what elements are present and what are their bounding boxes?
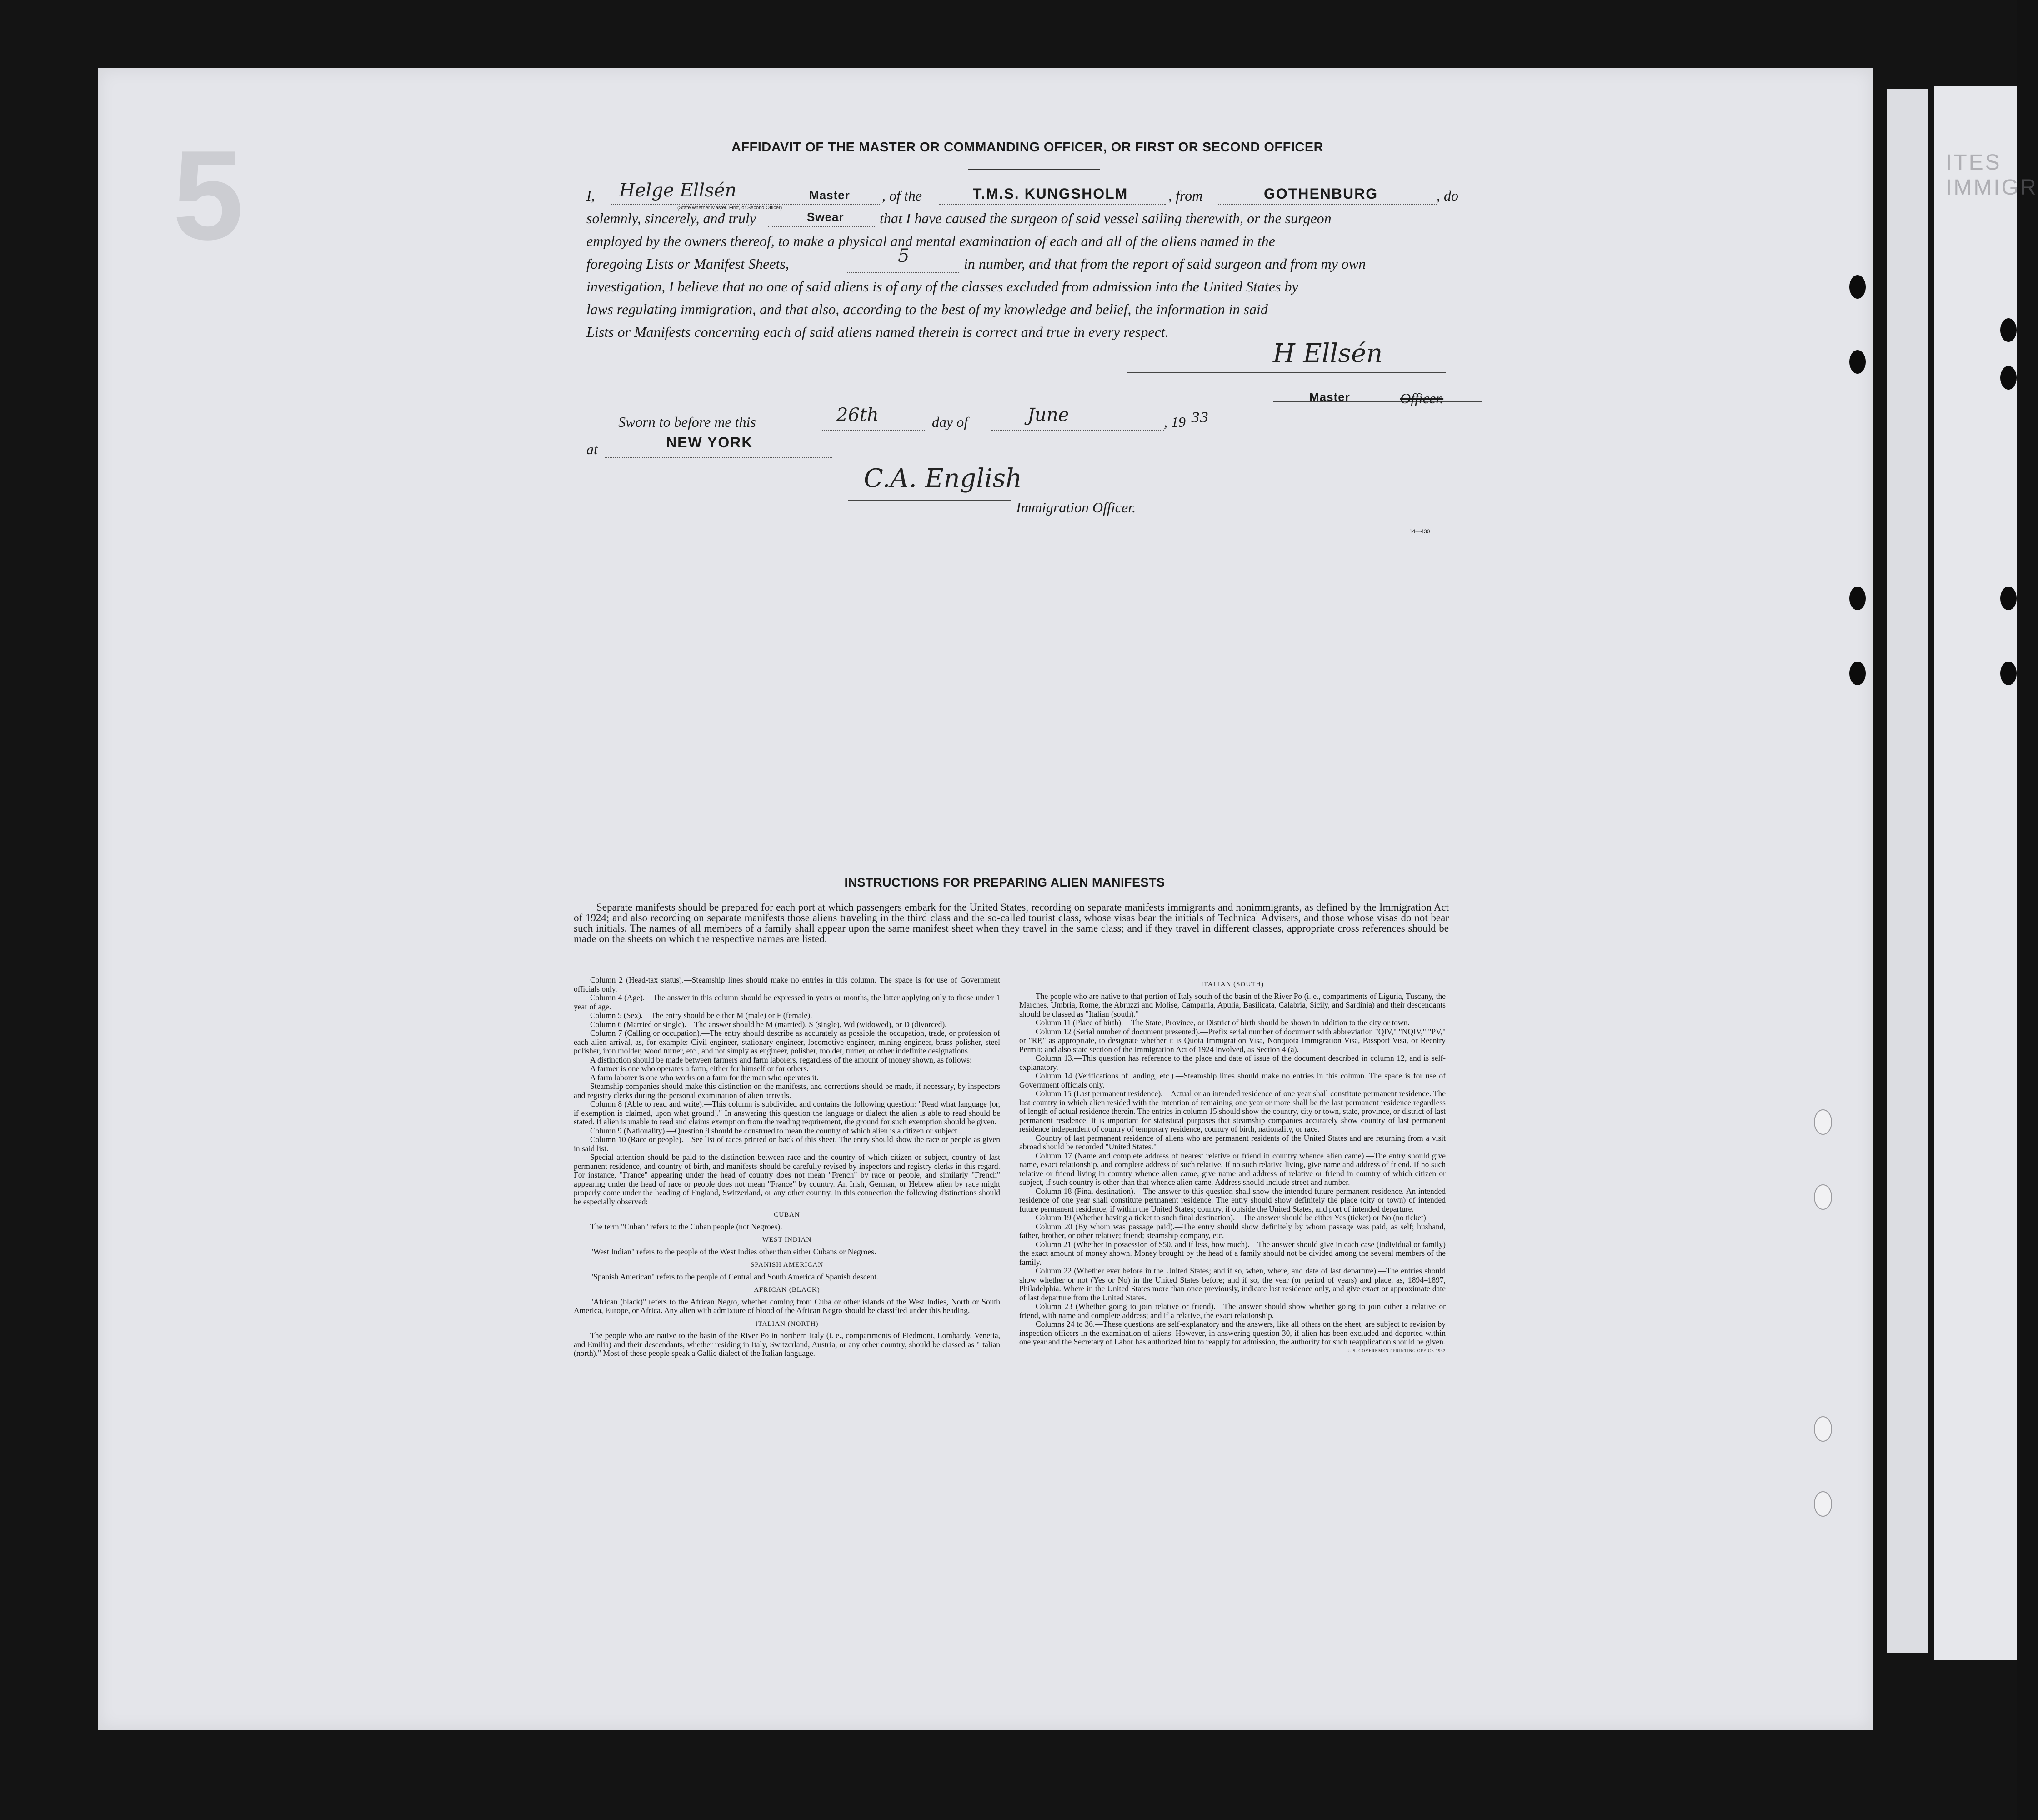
column-10-instruction: Column 10 (Race or people).—See list of races printed on back of this sheet. The entry should show the race or people as given in said list.	[574, 1135, 1000, 1153]
affidavit-text-5: laws regulating immigration, and that also, according to the best of my knowledge and belief, the information in said	[586, 301, 1268, 317]
italian-north-definition: The people who are native to the basin of the River Po in northern Italy (i. e., compartments of Piedmont, Lombardy, Venetia, and Emilia) and their descendants, whether residing in Italy, Switzerland, Austria, or any other country, should be classed as "Italian (north)." Most of these people speak a Gallic dialect of the Italian language.	[574, 1331, 1000, 1358]
affidavit-text-4: investigation, I believe that no one of said aliens is of any of the classes excluded from admission into the United States by	[586, 278, 1298, 295]
year-handwritten: 33	[1191, 410, 1209, 426]
italian-south-heading: ITALIAN (SOUTH)	[1201, 981, 1264, 988]
binder-hole	[1849, 350, 1866, 374]
of-the-label: , of the	[882, 187, 922, 204]
italian-south-definition: The people who are native to that portion of Italy south of the basin of the River Po (i. e., compartments of Liguria, Tuscany, the Marches, Umbria, Rome, the Abruzzi and Molise, Campania, Apulia, Basilicata, Calabria, Sicily, and Sardinia) and their descendants should be classed as "Italian (south)."	[1019, 991, 1446, 1018]
race-distinction-note: Special attention should be paid to the distinction between race and the country of which citizen or subject, country of last permanent residence, and country of birth, and manifests should be carefully revised by inspectors and registry clerks in this regard. For instance, "France" appearing under the head of country does not mean "French" by race or people, and similarly "French" appearing under the head of race or people does not mean "France" by country. An Irish, German, or Hebrew alien by race might properly come under the heading of England, Switzerland, or any other country. In this connection the following distinctions should be especially observed:	[574, 1153, 1000, 1206]
do-label: , do	[1437, 187, 1458, 204]
day-handwritten: 26th	[836, 405, 879, 426]
month-field	[991, 413, 1164, 431]
column-6-instruction: Column 6 (Married or single).—The answer should be M (married), S (single), Wd (widowed), or D (divorced).	[590, 1019, 947, 1029]
form-code: 14—430	[1409, 528, 1430, 535]
sworn-place: NEW YORK	[666, 434, 753, 451]
immigration-officer-signature: C.A. English	[864, 464, 1022, 493]
solemnly-label: solemnly, sincerely, and truly	[586, 210, 756, 226]
column-8-instruction: Column 8 (Able to read and write).—This column is subdivided and contains the following question: "Read what language [or, if exemption is claimed, upon what ground]." In answering this question the language or dialect the alien is able to read should be stated. If alien is unable to read and claims exemption from the reading requirement, the ground for such exemption should be given.	[574, 1099, 1000, 1126]
day-of-label: day of	[932, 414, 968, 430]
swear-typed: Swear	[807, 210, 844, 224]
binder-hole	[1814, 1416, 1832, 1442]
instructions-title: INSTRUCTIONS FOR PREPARING ALIEN MANIFESTS	[844, 876, 1165, 889]
column-22-instruction: Column 22 (Whether ever before in the United States; and if so, when, where, and date of last departure).—The entries should show whether or not (Yes or No) in the United States before; and if so, the year (or period of years) and place, as, 1894–1897, Philadelphia. Where in the United States more than once previously, indicate last residence only, and give exact or approximate date of last departure from the United States.	[1019, 1266, 1446, 1302]
instructions-left-column	[574, 976, 1000, 1358]
title-rule	[968, 169, 1100, 170]
column-9-instruction: Column 9 (Nationality).—Question 9 should be construed to mean the country of which alien is a citizen or subject.	[590, 1126, 959, 1135]
farmer-distinction: A distinction should be made between farmers and farm laborers, regardless of the amount of money shown, as follows:	[590, 1055, 972, 1064]
affidavit-text-6: Lists or Manifests concerning each of said aliens named therein is correct and true in every respect.	[586, 324, 1169, 340]
adjacent-page-edge	[1887, 89, 1928, 1653]
column-14-instruction: Column 14 (Verifications of landing, etc.).—Steamship lines should make no entries in this column. The space is for use of Government officials only.	[1019, 1071, 1446, 1089]
vessel-name: T.M.S. KUNGSHOLM	[973, 186, 1128, 202]
west-indian-definition: "West Indian" refers to the people of the West Indies other than either Cubans or Negroes.	[590, 1247, 876, 1256]
binder-hole	[2000, 366, 2017, 390]
binder-hole	[1814, 1109, 1832, 1135]
port-name: GOTHENBURG	[1264, 186, 1378, 202]
column-5-instruction: Column 5 (Sex).—The entry should be either M (male) or F (female).	[590, 1011, 812, 1020]
column-21-instruction: Column 21 (Whether in possession of $50, and if less, how much).—The answer should give in each case (individual or family) the exact amount of money shown. Money brought by the head of a family should not be divided among the several members of the family.	[1019, 1239, 1446, 1267]
column-7-instruction: Column 7 (Calling or occupation).—The entry should describe as accurately as possible the occupation, trade, or profession of each alien arrival, as, for example: Civil engineer, stationary engineer, locomotive engineer, mining engineer, brass polisher, steel polisher, iron molder, wood turner, etc., and not simply as engineer, polisher, molder, turner, or other indefinite designations.	[574, 1028, 1000, 1055]
binder-hole	[1814, 1184, 1832, 1210]
printer-imprint: U. S. GOVERNMENT PRINTING OFFICE 1932	[1346, 1348, 1446, 1353]
column-23-instruction: Column 23 (Whether going to join relative or friend).—The answer should show whether going to join either a relative or friend, with name and complete address; and if a relative, the exact relationship.	[1019, 1302, 1446, 1320]
rank-line	[1273, 400, 1482, 402]
column-15-instruction: Column 15 (Last permanent residence).—Actual or an intended residence of one year shall constitute permanent residence. The last country in which alien resided with the intention of remaining one year or more shall be the last permanent residence regardless of length of actual residence therein. The entries in column 15 should show the country, city or town, state, province, or district of last permanent residence. It is important for statistical purposes that steamship companies accurately show country of last permanent residence independent of country of temporary residence, country of birth, nationality, or race.	[1019, 1089, 1446, 1133]
binder-hole	[2000, 662, 2017, 685]
immigration-officer-title: Immigration Officer.	[1016, 499, 1136, 516]
at-label: at	[586, 441, 598, 457]
us-residence-note: Country of last permanent residence of aliens who are permanent residents of the United States and are returning from a visit abroad should be recorded "United States."	[1019, 1133, 1446, 1151]
sworn-prefix: Sworn to before me this	[618, 414, 756, 430]
cuban-heading: CUBAN	[774, 1211, 800, 1218]
binder-hole	[1849, 662, 1866, 685]
binder-hole	[2000, 318, 2017, 342]
year-prefix: , 19	[1164, 414, 1186, 430]
sheet-count-handwritten: 5	[898, 246, 910, 266]
column-13-instruction: Column 13.—This question has reference to the place and date of issue of the document described in column 12, and is self-explanatory.	[1019, 1053, 1446, 1072]
immigration-officer-line	[848, 499, 1011, 501]
farm-laborer-definition: A farm laborer is one who works on a farm for the man who operates it.	[590, 1073, 819, 1082]
rank-hint: (State whether Master, First, or Second Officer)	[677, 205, 782, 211]
columns-24-36-instruction: Columns 24 to 36.—These questions are self-explanatory and the answers, like all others on the sheet, are subject to revision by inspection officers in the examination of aliens. However, in answering question 30, if alien has been excluded and deported within one year and the Secretary of Labor has authorized him to reapply for admission, the authority for such reapplication should be given.	[1019, 1319, 1446, 1346]
affidavit-text-3b: in number, and that from the report of said surgeon and from my own	[964, 256, 1366, 272]
signer-suffix: Officer.	[1400, 390, 1444, 406]
west-indian-heading: WEST INDIAN	[762, 1236, 812, 1243]
affidavit-text-3a: foregoing Lists or Manifest Sheets,	[586, 256, 789, 272]
binder-hole	[1849, 587, 1866, 610]
spanish-american-heading: SPANISH AMERICAN	[750, 1261, 824, 1268]
steamship-distinction: Steamship companies should make this distinction on the manifests, and corrections should be made, if necessary, by inspectors and registry clerks during the personal examination of alien arrivals.	[574, 1082, 1000, 1100]
month-handwritten: June	[1027, 405, 1069, 426]
master-signature-line	[1127, 371, 1446, 373]
instructions-right-column	[1019, 976, 1446, 1355]
column-12-instruction: Column 12 (Serial number of document presented).—Prefix serial number of document with abbreviation "QIV," "NQIV," "PV," or "RP," as appropriate, to designate whether it is Quota Immigration Visa, Nonquota Immigration Visa, Passport Visa, or Reentry Permit; and also state section of the Immigration Act of 1924 involved, as Section 4 (a).	[1019, 1027, 1446, 1054]
master-signature: H Ellsén	[1273, 339, 1383, 368]
column-18-instruction: Column 18 (Final destination).—The answer to this question shall show the intended future permanent residence. An intended residence of one year shall constitute permanent residence. The entry should show definitely the place (city or town) of intended future permanent residence, if within the United States; country, if outside the United States, and port of intended departure.	[1019, 1186, 1446, 1213]
binder-hole	[2000, 587, 2017, 610]
bleed-through-number: 5	[173, 125, 244, 266]
column-20-instruction: Column 20 (By whom was passage paid).—The entry should show definitely by whom passage was paid, as self; husband, father, brother, or other relative; friend; steamship company, etc.	[1019, 1222, 1446, 1240]
binder-hole	[1849, 275, 1866, 299]
farmer-definition: A farmer is one who operates a farm, either for himself or for others.	[590, 1064, 809, 1073]
cuban-definition: The term "Cuban" refers to the Cuban people (not Negroes).	[590, 1222, 782, 1231]
binder-hole	[1814, 1491, 1832, 1517]
from-label: , from	[1168, 187, 1203, 204]
african-definition: "African (black)" refers to the African Negro, whether coming from Cuba or other islands of the West Indies, North or South America, Europe, or Africa. Any alien with admixture of blood of the African Negro should be classified under this heading.	[574, 1297, 1000, 1315]
column-17-instruction: Column 17 (Name and complete address of nearest relative or friend in country whence alien came).—The entry should give name, exact relationship, and complete address of such relative. If no such relative living, give name and address of friend. If no such relative or friend living in country whence alien came, give name and address of relative or friend in country of which citizen or subject, if such country is other than that whence alien came. Address should include street and number.	[1019, 1151, 1446, 1187]
italian-north-heading: ITALIAN (NORTH)	[755, 1320, 819, 1328]
bleed-through-heading: ITES IMMIGR	[1946, 150, 2038, 200]
spanish-american-definition: "Spanish American" refers to the people of Central and South America of Spanish descent.	[590, 1272, 879, 1281]
officer-name-handwritten: Helge Ellsén	[619, 180, 737, 201]
affidavit-text-1: that I have caused the surgeon of said vessel sailing therewith, or the surgeon	[880, 210, 1332, 226]
african-heading: AFRICAN (BLACK)	[754, 1286, 820, 1294]
column-4-instruction: Column 4 (Age).—The answer in this column should be expressed in years or months, the latter applying only to those under 1 year of age.	[574, 993, 1000, 1011]
rank-typed: Master	[809, 188, 850, 202]
column-11-instruction: Column 11 (Place of birth).—The State, Province, or District of birth should be shown in addition to the city or town.	[1036, 1018, 1410, 1027]
column-2-instruction: Column 2 (Head-tax status).—Steamship lines should make no entries in this column. The space is for use of Government officials only.	[574, 975, 1000, 993]
i-label: I,	[586, 187, 595, 204]
instructions-intro: Separate manifests should be prepared for each port at which passengers embark for the United States, recording on separate manifests immigrants and nonimmigrants, as defined by the Immigration Act of 1924; and also recording on separate manifests those aliens traveling in the third class and the so-called tourist class, whose visas bear the initials of Technical Advisers, and those whose visas do not bear such initials. The names of all members of a family shall appear upon the same manifest sheet when they travel in the same class; and if they travel in different classes, appropriate cross references should be made on the sheets on which the respective names are listed.	[574, 902, 1449, 944]
affidavit-title: AFFIDAVIT OF THE MASTER OR COMMANDING OFFICER, OR FIRST OR SECOND OFFICER	[731, 140, 1324, 155]
affidavit-text-2: employed by the owners thereof, to make a physical and mental examination of each and all of the aliens named in the	[586, 233, 1275, 249]
signer-rank-typed: Master	[1309, 390, 1350, 404]
column-19-instruction: Column 19 (Whether having a ticket to such final destination).—The answer should be either Yes (ticket) or No (no ticket).	[1036, 1213, 1428, 1222]
